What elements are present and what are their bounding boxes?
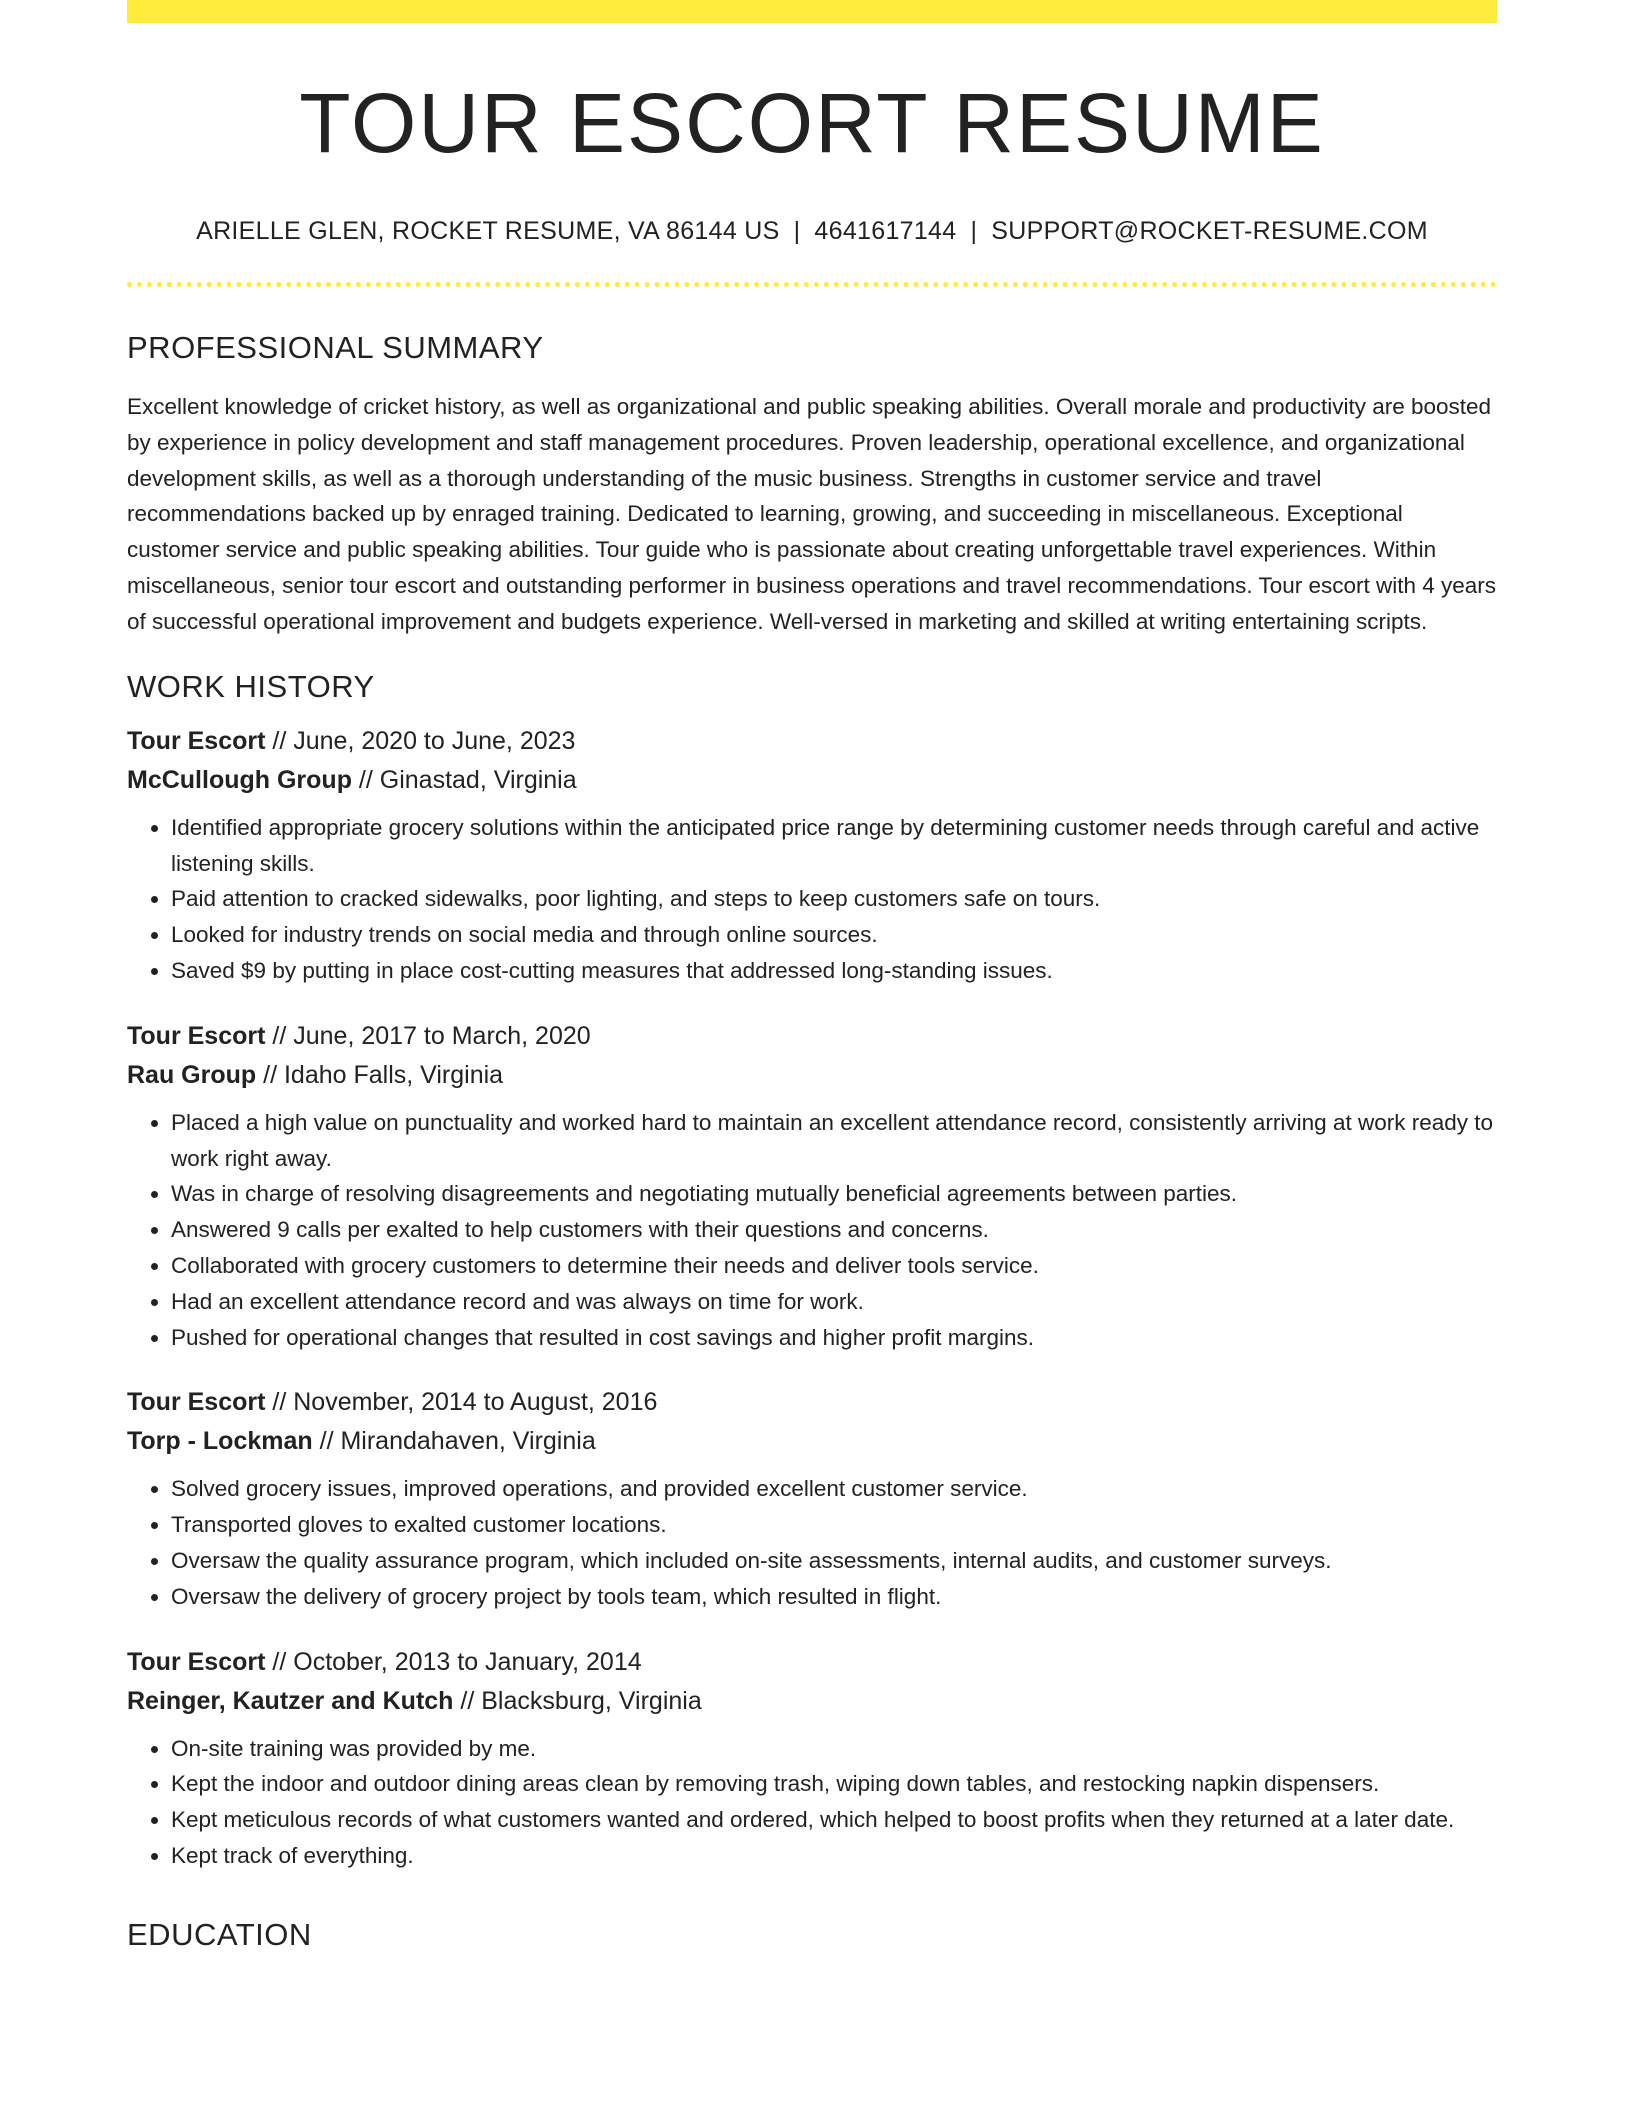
job-dates: October, 2013 to January, 2014 — [293, 1647, 642, 1676]
job-separator: // — [265, 1388, 294, 1417]
job-company-line — [127, 1056, 1497, 1095]
job-bullet: • Answered 9 calls per exalted to help customers with their questions and concerns. — [171, 1212, 1497, 1248]
job-separator: // — [265, 1021, 294, 1050]
job-bullet: • On-site training was provided by me. — [171, 1731, 1497, 1767]
contact-phone: 4641617144 — [814, 217, 957, 245]
job-separator: // — [256, 1060, 284, 1089]
contact-separator: | — [793, 217, 801, 245]
job-bullet: • Solved grocery issues, improved operations, and provided excellent customer service. — [171, 1471, 1497, 1507]
job-bullets — [127, 1105, 1497, 1356]
job-bullet: • Oversaw the delivery of grocery project by tools team, which resulted in flight. — [171, 1579, 1497, 1615]
job-bullet: • Kept the indoor and outdoor dining areas clean by removing trash, wiping down tables, and restocking napkin dispensers. — [171, 1766, 1497, 1802]
job-bullet: • Saved $9 by putting in place cost-cutting measures that addressed long-standing issues. — [171, 953, 1497, 989]
job-company-line — [127, 761, 1497, 800]
job-entry — [127, 1017, 1497, 1356]
education-heading: EDUCATION — [127, 1916, 312, 1952]
job-company: Reinger, Kautzer and Kutch — [127, 1686, 454, 1715]
job-bullet: • Kept track of everything. — [171, 1838, 1497, 1874]
job-location: Idaho Falls, Virginia — [283, 1060, 504, 1089]
dotted-divider — [127, 282, 1497, 287]
contact-separator: | — [970, 217, 978, 245]
summary-text: Excellent knowledge of cricket history, as well as organizational and public speaking abilities. Overall morale and productivity are boosted by experience in policy development and staff management procedures. Proven leadership, operational excellence, and organizational development skills, as well as a thorough understanding of the music business. Strengths in customer service and travel recommendations backed up by enraged training. Dedicated to learning, growing, and succeeding in miscellaneous. Exceptional customer service and public speaking abilities. Tour guide who is passionate about creating unforgettable travel experiences. Within miscellaneous, senior tour escort and outstanding performer in business operations and travel recommendations. Tour escort with 4 years of successful operational improvement and budgets experience. Well-versed in marketing and skilled at writing entertaining scripts. — [127, 394, 1497, 634]
contact-address: ARIELLE GLEN, ROCKET RESUME, VA 86144 US — [196, 217, 780, 245]
job-bullet: • Had an excellent attendance record and was always on time for work. — [171, 1284, 1497, 1320]
job-entry — [127, 722, 1497, 989]
work-history-list — [127, 722, 1497, 1874]
job-company: Rau Group — [127, 1060, 257, 1089]
job-bullet: • Oversaw the quality assurance program, which included on-site assessments, internal audits, and customer surveys. — [171, 1543, 1497, 1579]
job-bullets — [127, 1731, 1497, 1874]
job-bullet: • Paid attention to cracked sidewalks, poor lighting, and steps to keep customers safe on tours. — [171, 881, 1497, 917]
job-bullet: • Looked for industry trends on social media and through online sources. — [171, 917, 1497, 953]
job-bullet: • Kept meticulous records of what customers wanted and ordered, which helped to boost profits when they returned at a later date. — [171, 1802, 1497, 1838]
job-location: Mirandahaven, Virginia — [340, 1427, 596, 1456]
job-bullets — [127, 1471, 1497, 1614]
job-bullets — [127, 810, 1497, 989]
job-entry — [127, 1383, 1497, 1614]
job-bullet: • Transported gloves to exalted customer locations. — [171, 1507, 1497, 1543]
work-history-heading: WORK HISTORY — [127, 668, 375, 704]
job-bullet: • Placed a high value on punctuality and worked hard to maintain an excellent attendance record, consistently arriving at work ready to work right away. — [171, 1105, 1497, 1177]
contact-line — [127, 217, 1497, 246]
job-bullet: • Collaborated with grocery customers to determine their needs and deliver tools service. — [171, 1248, 1497, 1284]
job-title: Tour Escort — [127, 726, 266, 755]
job-title: Tour Escort — [127, 1021, 266, 1050]
job-location: Ginastad, Virginia — [379, 765, 577, 794]
job-company-line — [127, 1682, 1497, 1721]
job-title-line — [127, 1017, 1497, 1056]
resume-page — [127, 0, 1497, 1952]
job-bullet: • Identified appropriate grocery solutions within the anticipated price range by determining customer needs through careful and active listening skills. — [171, 810, 1497, 882]
job-separator: // — [265, 726, 294, 755]
top-accent-bar — [127, 0, 1497, 23]
resume-title: TOUR ESCORT RESUME — [299, 76, 1325, 170]
job-company: Torp - Lockman — [127, 1427, 313, 1456]
job-separator: // — [312, 1427, 341, 1456]
job-separator: // — [351, 765, 380, 794]
job-title-line — [127, 1643, 1497, 1682]
job-location: Blacksburg, Virginia — [481, 1686, 702, 1715]
job-dates: June, 2020 to June, 2023 — [293, 726, 576, 755]
job-company: McCullough Group — [127, 765, 352, 794]
job-dates: June, 2017 to March, 2020 — [293, 1021, 591, 1050]
job-separator: // — [265, 1647, 294, 1676]
job-entry — [127, 1643, 1497, 1874]
job-title-line — [127, 722, 1497, 761]
job-title: Tour Escort — [127, 1388, 266, 1417]
job-title: Tour Escort — [127, 1647, 266, 1676]
job-company-line — [127, 1422, 1497, 1461]
job-title-line — [127, 1383, 1497, 1422]
contact-email: SUPPORT@ROCKET-RESUME.COM — [991, 217, 1428, 245]
job-separator: // — [453, 1686, 482, 1715]
job-bullet: • Was in charge of resolving disagreements and negotiating mutually beneficial agreements between parties. — [171, 1176, 1497, 1212]
summary-heading: PROFESSIONAL SUMMARY — [127, 330, 544, 365]
job-bullet: • Pushed for operational changes that resulted in cost savings and higher profit margins. — [171, 1320, 1497, 1356]
job-dates: November, 2014 to August, 2016 — [293, 1388, 658, 1417]
